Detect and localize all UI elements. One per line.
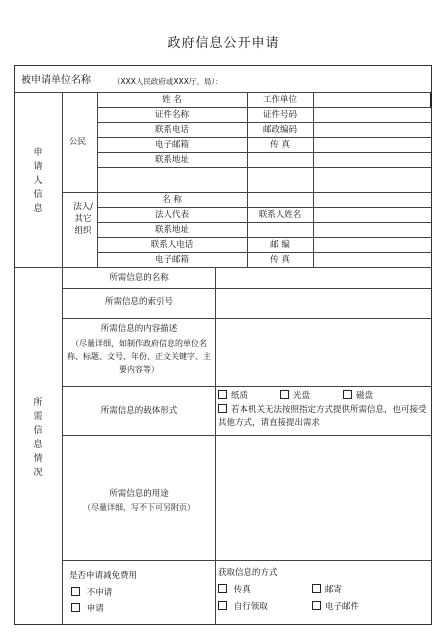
carrier-option-paper[interactable]: 纸质 [218,390,248,402]
method-option-mail[interactable]: 邮寄 [312,584,342,596]
legal-address-label: 联系地址 [154,225,189,235]
text-cursor [430,93,432,107]
info-description-label: 所需信息的内容描述 [100,324,178,334]
info-purpose-hint: （尽量详细，写不下可另附页） [83,503,195,512]
legal-contact-phone-label: 联系人电话 [150,240,194,250]
info-description-hint: （尽量详细，如制作政府信息的单位名称、标题、文号、年份、正文关键字、主要内容等） [67,339,211,374]
cd-checkbox[interactable] [280,390,289,399]
paper-checkbox[interactable] [218,390,227,399]
application-form [14,65,432,625]
info-name-label: 所需信息的名称 [109,273,169,283]
waiver-checkbox[interactable] [71,603,80,612]
carrier-option-cd[interactable]: 光盘 [280,390,310,402]
info-index-label: 所需信息的索引号 [104,297,173,307]
citizen-name-label: 姓 名 [162,95,182,105]
applicant-unit-label: 被申请单位名称 [21,75,91,86]
citizen-fax-label: 传 真 [270,140,290,150]
alternative-checkbox[interactable] [218,404,227,413]
applicant-unit-hint: （XXX人民政府或XXX厅、局）： [113,77,223,86]
legal-contact-name-label: 联系人姓名 [258,210,302,220]
citizen-id-number-label: 证件号码 [262,110,297,120]
legal-entity-label: 法人/其它组织 [73,202,93,236]
legal-representative-label: 法人代表 [154,210,189,220]
citizen-postcode-label: 邮政编码 [262,125,297,135]
citizen-email-label: 电子邮箱 [154,140,189,150]
fee-option-yes[interactable]: 申请 [71,603,104,615]
info-carrier-label: 所需信息的载体形式 [100,406,178,416]
disk-checkbox[interactable] [343,390,352,399]
info-purpose-label: 所需信息的用途 [109,489,169,499]
carrier-alternative-option[interactable]: 若本机关无法按照指定方式提供所需信息，也可接受其他方式，请直接提出需求 [218,405,427,428]
requested-info-section-label: 所需信息情况 [33,398,43,478]
delivery-method-label: 获取信息的方式 [218,568,278,578]
pickup-checkbox[interactable] [218,601,227,610]
legal-fax-label: 传 真 [270,255,290,265]
email-checkbox[interactable] [312,601,321,610]
mail-checkbox[interactable] [312,584,321,593]
citizen-label: 公民 [69,137,87,147]
fee-waiver-label: 是否申请减免费用 [69,571,138,581]
page-title: 政府信息公开申请 [167,36,280,51]
citizen-employer-label: 工作单位 [262,95,297,105]
citizen-phone-label: 联系电话 [154,125,189,135]
citizen-address-label: 联系地址 [154,155,189,165]
carrier-option-disk[interactable]: 磁盘 [343,390,373,402]
legal-postcode-label: 邮 编 [270,240,290,250]
no-waiver-checkbox[interactable] [71,587,80,596]
citizen-id-type-label: 证件名称 [154,110,189,120]
method-option-fax[interactable]: 传真 [218,584,251,596]
legal-name-label: 名 称 [162,195,182,205]
applicant-info-section-label: 申请人信息 [33,148,43,214]
fax-checkbox[interactable] [218,584,227,593]
legal-email-label: 电子邮箱 [154,255,189,265]
fee-option-no[interactable]: 不申请 [71,587,112,599]
method-option-pickup[interactable]: 自行领取 [218,601,268,613]
method-option-email[interactable]: 电子邮件 [312,601,359,613]
